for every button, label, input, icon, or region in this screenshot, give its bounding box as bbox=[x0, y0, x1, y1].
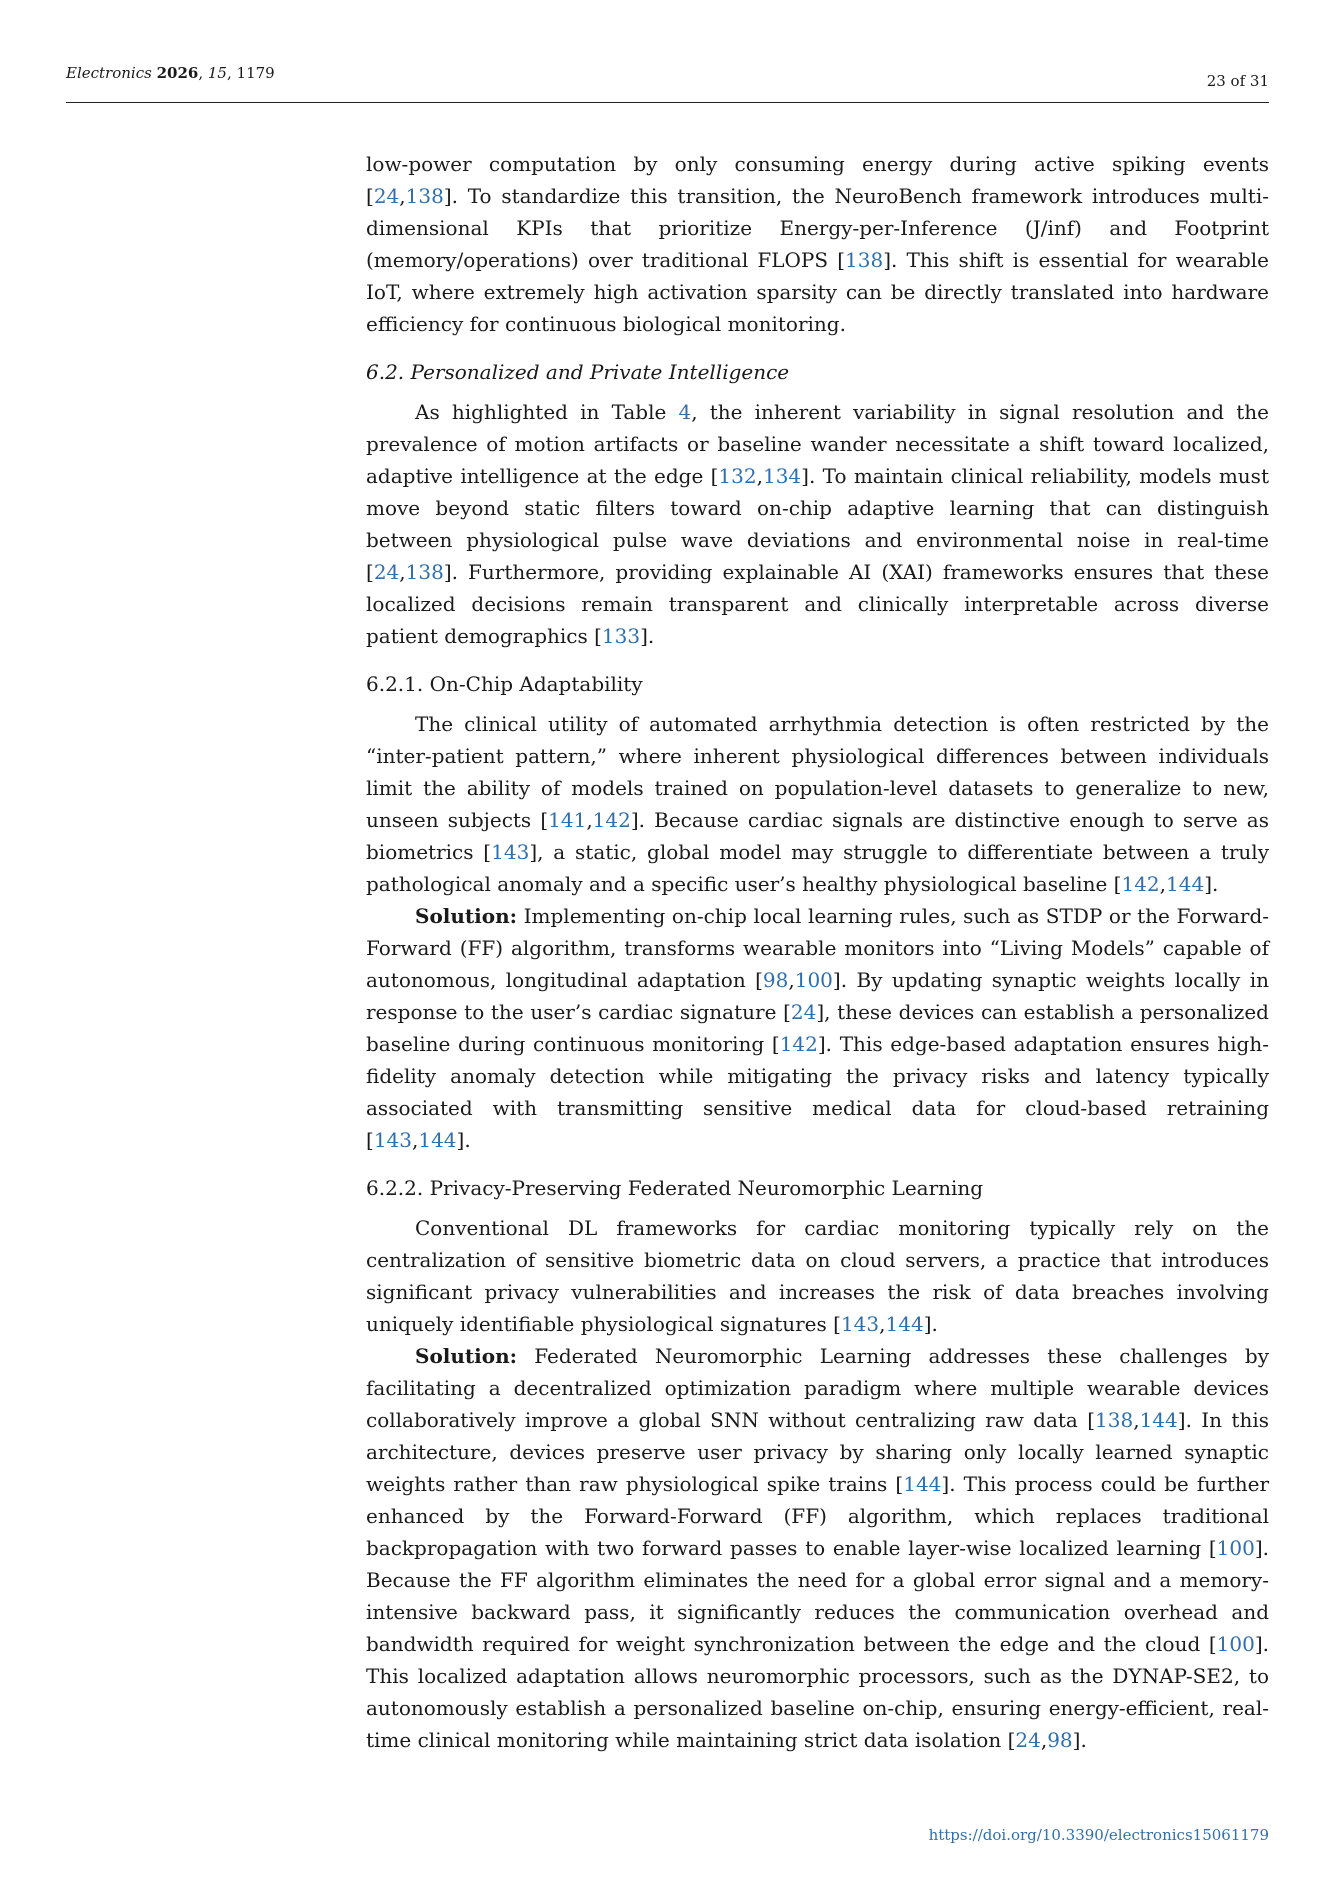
citation-link[interactable]: 134 bbox=[762, 464, 802, 488]
page-number: 23 of 31 bbox=[1206, 72, 1269, 90]
citation-link[interactable]: 100 bbox=[794, 968, 833, 992]
paragraph-onchip: The clinical utility of automated arrhythmia detection is often restricted by the “inter-patient pattern,” where inherent physiological differences between individuals limit the ability of models trained on population-level datasets to generalize to new, unseen subjects [141,142]. Because cardiac signals are distinctive enough to serve as biometrics [143], a static, global model may struggle to differentiate between a truly pathological anomaly and a specific user’s healthy physiological baseline [142,144]. bbox=[366, 712, 1269, 896]
citation-link[interactable]: 144 bbox=[1166, 872, 1205, 896]
citation-link[interactable]: 142 bbox=[592, 808, 631, 832]
citation-link[interactable]: 143 bbox=[491, 840, 530, 864]
section-heading-6-2-2: 6.2.2. Privacy-Preserving Federated Neuromorphic Learning bbox=[366, 1176, 984, 1200]
solution-label: Solution: bbox=[415, 904, 518, 928]
article-body bbox=[366, 148, 1269, 1756]
section-heading-6-2-1: 6.2.1. On-Chip Adaptability bbox=[366, 672, 643, 696]
citation-link[interactable]: 24 bbox=[373, 560, 400, 584]
solution-label: Solution: bbox=[415, 1344, 518, 1368]
citation-link[interactable]: 98 bbox=[1047, 1728, 1073, 1752]
citation-link[interactable]: 144 bbox=[1139, 1408, 1178, 1432]
citation-link[interactable]: 144 bbox=[418, 1128, 457, 1152]
journal-year: 2026 bbox=[156, 64, 199, 82]
citation-link[interactable]: 133 bbox=[601, 624, 641, 648]
citation-link[interactable]: 138 bbox=[405, 560, 444, 584]
citation-link[interactable]: 98 bbox=[762, 968, 789, 992]
citation-link[interactable]: 141 bbox=[548, 808, 587, 832]
page-header bbox=[66, 64, 1269, 103]
citation-link[interactable]: 144 bbox=[885, 1312, 924, 1336]
citation-link[interactable]: 138 bbox=[405, 184, 444, 208]
paragraph-intro: low-power computation by only consuming energy during active spiking events [24,138]. To standardize this transition, the NeuroBench framework introduces multi-dimensional KPIs that prioritize Energy-per-Inference (J/inf) and Footprint (memory/operations) over traditional FLOPS [138]. This shift is essential for wearable IoT, where extremely high activation sparsity can be directly translated into hardware efficiency for continuous biological monitoring. bbox=[366, 152, 1270, 336]
paragraph-personalized: As highlighted in Table 4, the inherent variability in signal resolution and the prevalence of motion artifacts or baseline wander necessitate a shift toward localized, adaptive intelligence at the edge [132,134]. To maintain clinical reliability, models must move beyond static filters toward on-chip adaptive learning that can distinguish between physiological pulse wave deviations and environmental noise in real-time [24,138]. Furthermore, providing explainable AI (XAI) frameworks ensures that these localized decisions remain transparent and clinically interpretable across diverse patient demographics [133]. bbox=[366, 400, 1269, 648]
citation-link[interactable]: 142 bbox=[1121, 872, 1160, 896]
journal-citation: Electronics 2026, 15, 1179 bbox=[66, 64, 275, 82]
paragraph-federated: Conventional DL frameworks for cardiac monitoring typically rely on the centralization of sensitive biometric data on cloud servers, a practice that introduces significant privacy vulnerabilities and increases the risk of data breaches involving uniquely identifiable physiological signatures [143,144]. bbox=[366, 1216, 1269, 1336]
journal-volume: 15 bbox=[207, 64, 227, 82]
citation-link[interactable]: 24 bbox=[1015, 1728, 1041, 1752]
table-link[interactable]: 4 bbox=[678, 400, 692, 424]
doi-link[interactable]: https://doi.org/10.3390/electronics15061179 bbox=[928, 1826, 1269, 1844]
journal-name: Electronics bbox=[66, 64, 152, 82]
citation-link[interactable]: 138 bbox=[1095, 1408, 1134, 1432]
citation-link[interactable]: 142 bbox=[779, 1032, 818, 1056]
section-heading-6-2: 6.2. Personalized and Private Intelligence bbox=[366, 360, 790, 384]
citation-link[interactable]: 24 bbox=[790, 1000, 817, 1024]
citation-link[interactable]: 144 bbox=[903, 1472, 942, 1496]
citation-link[interactable]: 24 bbox=[373, 184, 400, 208]
paragraph-federated-solution: Solution: Federated Neuromorphic Learning addresses these challenges by facilitating a decentralized optimization paradigm where multiple wearable devices collaboratively improve a global SNN without centralizing raw data [138,144]. In this architecture, devices preserve user privacy by sharing only locally learned synaptic weights rather than raw physiological spike trains [144]. This process could be further enhanced by the Forward-Forward (FF) algorithm, which replaces traditional backpropagation with two forward passes to enable layer-wise localized learning [100]. Because the FF algorithm eliminates the need for a global error signal and a memory-intensive backward pass, it significantly reduces the communication overhead and bandwidth required for weight synchronization between the edge and the cloud [100]. This localized adaptation allows neuromorphic processors, such as the DYNAP-SE2, to autonomously establish a personalized baseline on-chip, ensuring energy-efficient, real-time clinical monitoring while maintaining strict data isolation [24,98]. bbox=[366, 1344, 1270, 1752]
citation-link[interactable]: 143 bbox=[373, 1128, 412, 1152]
paragraph-onchip-solution: Solution: Implementing on-chip local learning rules, such as STDP or the Forward-Forward (FF) algorithm, transforms wearable monitors into “Living Models” capable of autonomous, longitudinal adaptation [98,100]. By updating synaptic weights locally in response to the user’s cardiac signature [24], these devices can establish a personalized baseline during continuous monitoring [142]. This edge-based adaptation ensures high-fidelity anomaly detection while mitigating the privacy risks and latency typically associated with transmitting sensitive medical data for cloud-based retraining [143,144]. bbox=[366, 904, 1270, 1152]
citation-link[interactable]: 132 bbox=[718, 464, 757, 488]
citation-link[interactable]: 100 bbox=[1216, 1536, 1255, 1560]
citation-link[interactable]: 100 bbox=[1216, 1632, 1255, 1656]
article-number: 1179 bbox=[236, 64, 275, 82]
citation-link[interactable]: 138 bbox=[845, 248, 884, 272]
citation-link[interactable]: 143 bbox=[840, 1312, 880, 1336]
